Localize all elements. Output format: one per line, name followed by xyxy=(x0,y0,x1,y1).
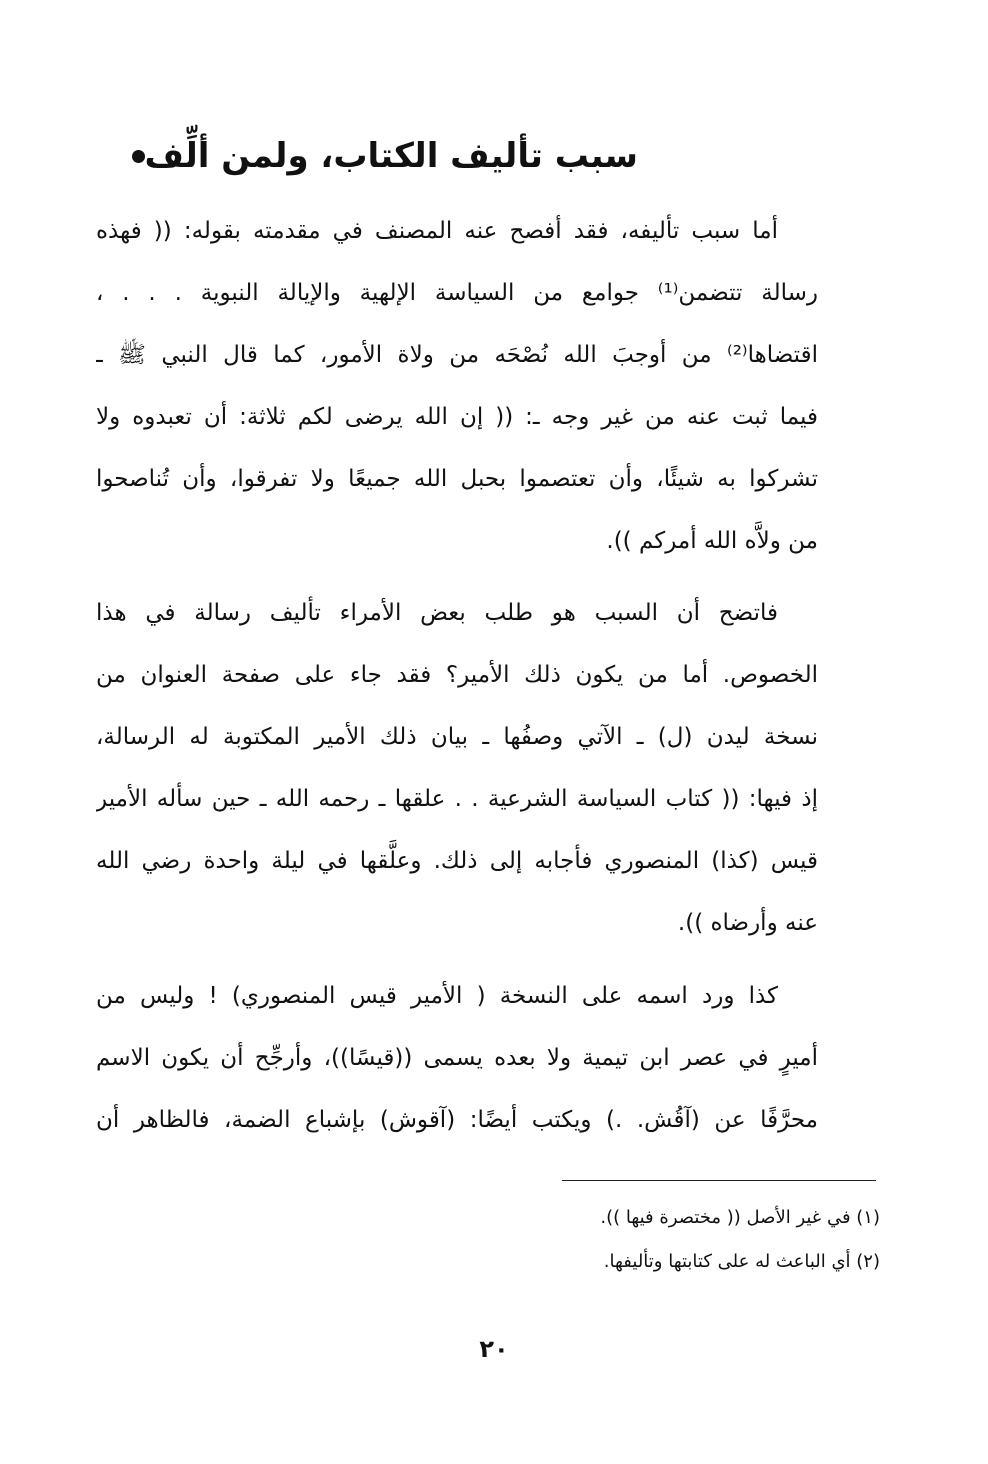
paragraph-1 xyxy=(96,200,818,572)
text-line: نسخة ليدن (ل) ـ الآتي وصفُها ـ بيان ذلك الأمير المكتوبة له الرسالة، xyxy=(96,724,818,750)
text-line: اقتضاها⁽²⁾ من أوجبَ الله نُصْحَه من ولاة الأمور، كما قال النبي ﷺ ـ xyxy=(96,342,818,368)
text-line: فاتضح أن السبب هو طلب بعض الأمراء تأليف رسالة في هذا xyxy=(96,600,778,626)
text-line: تشركوا به شيئًا، وأن تعتصموا بحبل الله جميعًا ولا تفرقوا، وأن تُناصحوا xyxy=(96,466,818,492)
paragraph-2 xyxy=(96,582,818,954)
footnotes xyxy=(460,1196,880,1284)
footnote-divider xyxy=(562,1180,876,1181)
text-line: رسالة تتضمن⁽¹⁾ جوامع من السياسة الإلهية والإيالة النبوية . . . ، xyxy=(96,280,818,306)
text-line: فيما ثبت عنه من غير وجه ـ: (( إن الله يرضى لكم ثلاثة: أن تعبدوه ولا xyxy=(96,404,818,430)
text-line: قيس (كذا) المنصوري فأجابه إلى ذلك. وعلَّقها في ليلة واحدة رضي الله xyxy=(96,848,818,874)
text-line: كذا ورد اسمه على النسخة ( الأمير قيس المنصوري) ! وليس من xyxy=(96,983,778,1009)
text-line: إذ فيها: (( كتاب السياسة الشرعية . . علقها ـ رحمه الله ـ حين سأله الأمير xyxy=(96,786,818,812)
section-heading xyxy=(110,126,638,186)
text-line: محرَّفًا عن (آقُش. .) ويكتب أيضًا: (آقوش) بإشباع الضمة، فالظاهر أن xyxy=(96,1107,818,1133)
text-line: أميرٍ في عصر ابن تيمية ولا بعده يسمى ((قيسًا))، وأرجِّح أن يكون الاسم xyxy=(96,1045,818,1071)
footnote-1: (١) في غير الأصل (( مختصرة فيها )). xyxy=(600,1207,880,1228)
text-line: من ولاَّه الله أمركم )). xyxy=(606,528,818,554)
text-line: الخصوص. أما من يكون ذلك الأمير؟ فقد جاء على صفحة العنوان من xyxy=(96,662,818,688)
text-line: أما سبب تأليفه، فقد أفصح عنه المصنف في مقدمته بقوله: (( فهذه xyxy=(96,218,778,244)
text-line: عنه وأرضاه )). xyxy=(677,910,818,936)
paragraph-3 xyxy=(96,965,818,1151)
section-title: سبب تأليف الكتاب، ولمن ألِّف xyxy=(144,136,638,176)
bullet-icon xyxy=(132,150,145,163)
page-number: ٢٠ xyxy=(479,1335,509,1363)
footnote-2: (٢) أي الباعث له على كتابتها وتأليفها. xyxy=(603,1251,880,1272)
